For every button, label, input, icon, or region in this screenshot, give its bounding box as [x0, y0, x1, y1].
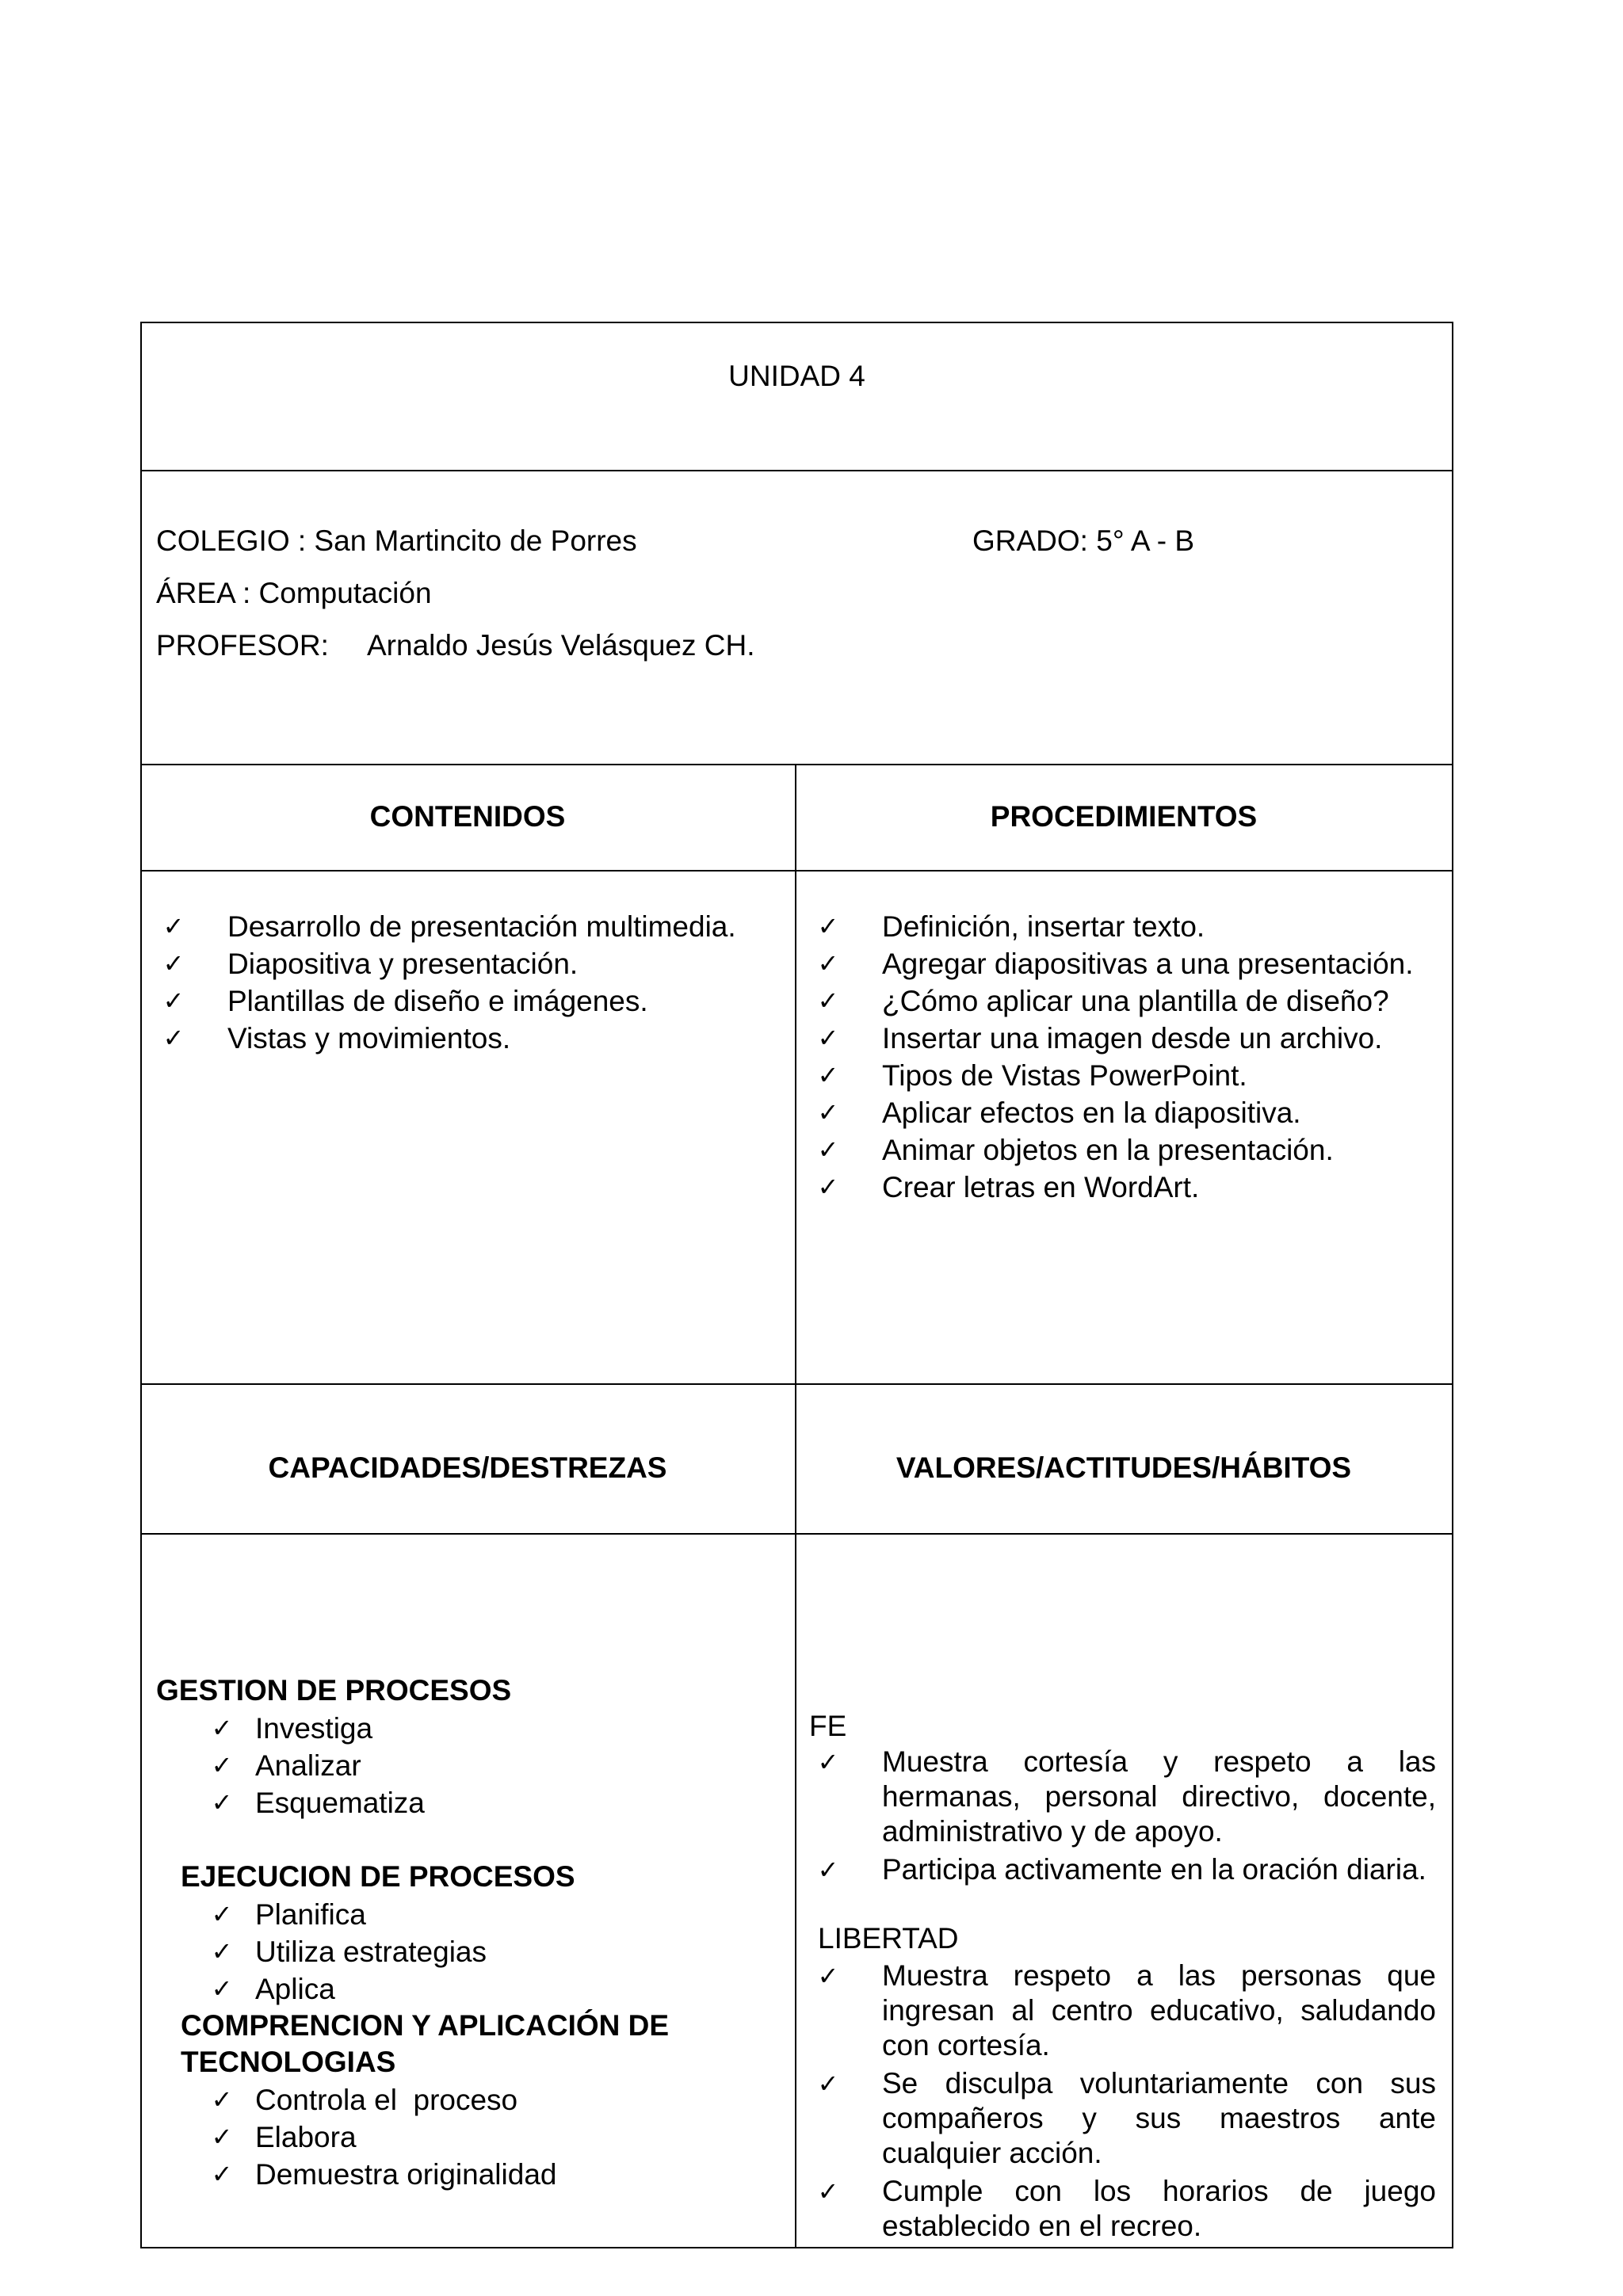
- comprension-title-line1: COMPRENCION Y APLICACIÓN DE: [181, 2009, 670, 2042]
- check-icon: ✓: [817, 1855, 839, 1885]
- list-item: ✓ Participa activamente en la oración diaria.: [812, 1852, 1436, 1887]
- fe-title: FE: [809, 1710, 847, 1742]
- list-item: ✓ Muestra respeto a las personas que ingresan al centro educativo, saludando con cortesía.: [812, 1958, 1436, 2063]
- check-icon: ✓: [211, 1974, 233, 2004]
- check-icon: ✓: [817, 2176, 839, 2206]
- list-item: ✓ Diapositiva y presentación.: [158, 945, 784, 982]
- list-item: ✓ Controla el proceso: [206, 2081, 761, 2119]
- column-divider: [795, 764, 796, 2248]
- check-icon: ✓: [211, 1787, 233, 1817]
- check-icon: ✓: [211, 1936, 233, 1966]
- check-icon: ✓: [211, 1750, 233, 1780]
- check-icon: ✓: [817, 1172, 839, 1202]
- table-border-right: [1452, 322, 1453, 2248]
- procedimientos-header: PROCEDIMIENTOS: [990, 800, 1258, 833]
- list-item: ✓ Aplicar efectos en la diapositiva.: [812, 1094, 1446, 1131]
- list-item: ✓ Vistas y movimientos.: [158, 1020, 784, 1057]
- list-item: ✓ ¿Cómo aplicar una plantilla de diseño?: [812, 982, 1446, 1020]
- comprension-list: [206, 2081, 761, 2193]
- ejecucion-list: [206, 1896, 761, 2008]
- list-item: ✓ Utiliza estrategias: [206, 1933, 761, 1970]
- check-icon: ✓: [162, 911, 185, 941]
- check-icon: ✓: [817, 1060, 839, 1090]
- list-item: ✓ Insertar una imagen desde un archivo.: [812, 1020, 1446, 1057]
- capacidades-header: CAPACIDADES/DESTREZAS: [268, 1451, 667, 1484]
- list-item: ✓ Planifica: [206, 1896, 761, 1933]
- list-item: ✓ Esquematiza: [206, 1784, 761, 1821]
- contenidos-header: CONTENIDOS: [369, 800, 566, 833]
- check-icon: ✓: [817, 2069, 839, 2099]
- list-item: ✓ Plantillas de diseño e imágenes.: [158, 982, 784, 1020]
- colegio-label: COLEGIO : San Martincito de Porres: [156, 524, 637, 557]
- row-divider-5: [140, 1533, 1453, 1535]
- list-item: ✓ Elabora: [206, 2119, 761, 2156]
- list-item: ✓ Cumple con los horarios de juego establecido en el recreo.: [812, 2174, 1436, 2244]
- check-icon: ✓: [817, 1097, 839, 1127]
- check-icon: ✓: [817, 1747, 839, 1777]
- fe-list: [812, 1745, 1436, 1887]
- list-item: ✓ Crear letras en WordArt.: [812, 1169, 1446, 1206]
- list-item: ✓ Analizar: [206, 1747, 761, 1784]
- row-divider-2: [140, 764, 1453, 765]
- profesor-label: PROFESOR:: [156, 629, 329, 662]
- check-icon: ✓: [817, 911, 839, 941]
- check-icon: ✓: [817, 1961, 839, 1991]
- check-icon: ✓: [162, 986, 185, 1016]
- check-icon: ✓: [211, 1713, 233, 1743]
- list-item: ✓ Tipos de Vistas PowerPoint.: [812, 1057, 1446, 1094]
- check-icon: ✓: [162, 948, 185, 978]
- grado-label: GRADO: 5° A - B: [972, 524, 1195, 557]
- row-divider-1: [140, 470, 1453, 471]
- list-item: ✓ Desarrollo de presentación multimedia.: [158, 908, 784, 945]
- check-icon: ✓: [817, 1135, 839, 1165]
- area-label: ÁREA : Computación: [156, 577, 432, 609]
- gestion-list: [206, 1710, 761, 1821]
- check-icon: ✓: [211, 2084, 233, 2115]
- contenidos-list: [158, 908, 784, 1057]
- list-item: ✓ Investiga: [206, 1710, 761, 1747]
- list-item: ✓ Se disculpa voluntariamente con sus compañeros y sus maestros ante cualquier acción.: [812, 2066, 1436, 2171]
- ejecucion-title: EJECUCION DE PROCESOS: [181, 1860, 575, 1893]
- row-divider-3: [140, 870, 1453, 871]
- procedimientos-list: [812, 908, 1446, 1206]
- check-icon: ✓: [162, 1023, 185, 1053]
- check-icon: ✓: [817, 986, 839, 1016]
- check-icon: ✓: [817, 948, 839, 978]
- list-item: ✓ Muestra cortesía y respeto a las hermanas, personal directivo, docente, administrativo y de apoyo.: [812, 1745, 1436, 1849]
- libertad-title: LIBERTAD: [818, 1922, 959, 1955]
- check-icon: ✓: [817, 1023, 839, 1053]
- list-item: ✓ Agregar diapositivas a una presentación.: [812, 945, 1446, 982]
- check-icon: ✓: [211, 2122, 233, 2152]
- check-icon: ✓: [211, 2159, 233, 2189]
- row-divider-4: [140, 1383, 1453, 1385]
- list-item: ✓ Demuestra originalidad: [206, 2156, 761, 2193]
- table-border-bottom: [140, 2247, 1453, 2248]
- list-item: ✓ Aplica: [206, 1970, 761, 2008]
- profesor-name: Arnaldo Jesús Velásquez CH.: [367, 629, 755, 662]
- unit-title: UNIDAD 4: [728, 360, 865, 392]
- gestion-title: GESTION DE PROCESOS: [156, 1674, 512, 1707]
- table-border-top: [140, 322, 1453, 323]
- comprension-title-line2: TECNOLOGIAS: [181, 2046, 396, 2078]
- valores-header: VALORES/ACTITUDES/HÁBITOS: [896, 1451, 1352, 1484]
- table-border-left: [140, 322, 142, 2248]
- libertad-list: [812, 1958, 1436, 2244]
- list-item: ✓ Definición, insertar texto.: [812, 908, 1446, 945]
- list-item: ✓ Animar objetos en la presentación.: [812, 1131, 1446, 1169]
- check-icon: ✓: [211, 1899, 233, 1929]
